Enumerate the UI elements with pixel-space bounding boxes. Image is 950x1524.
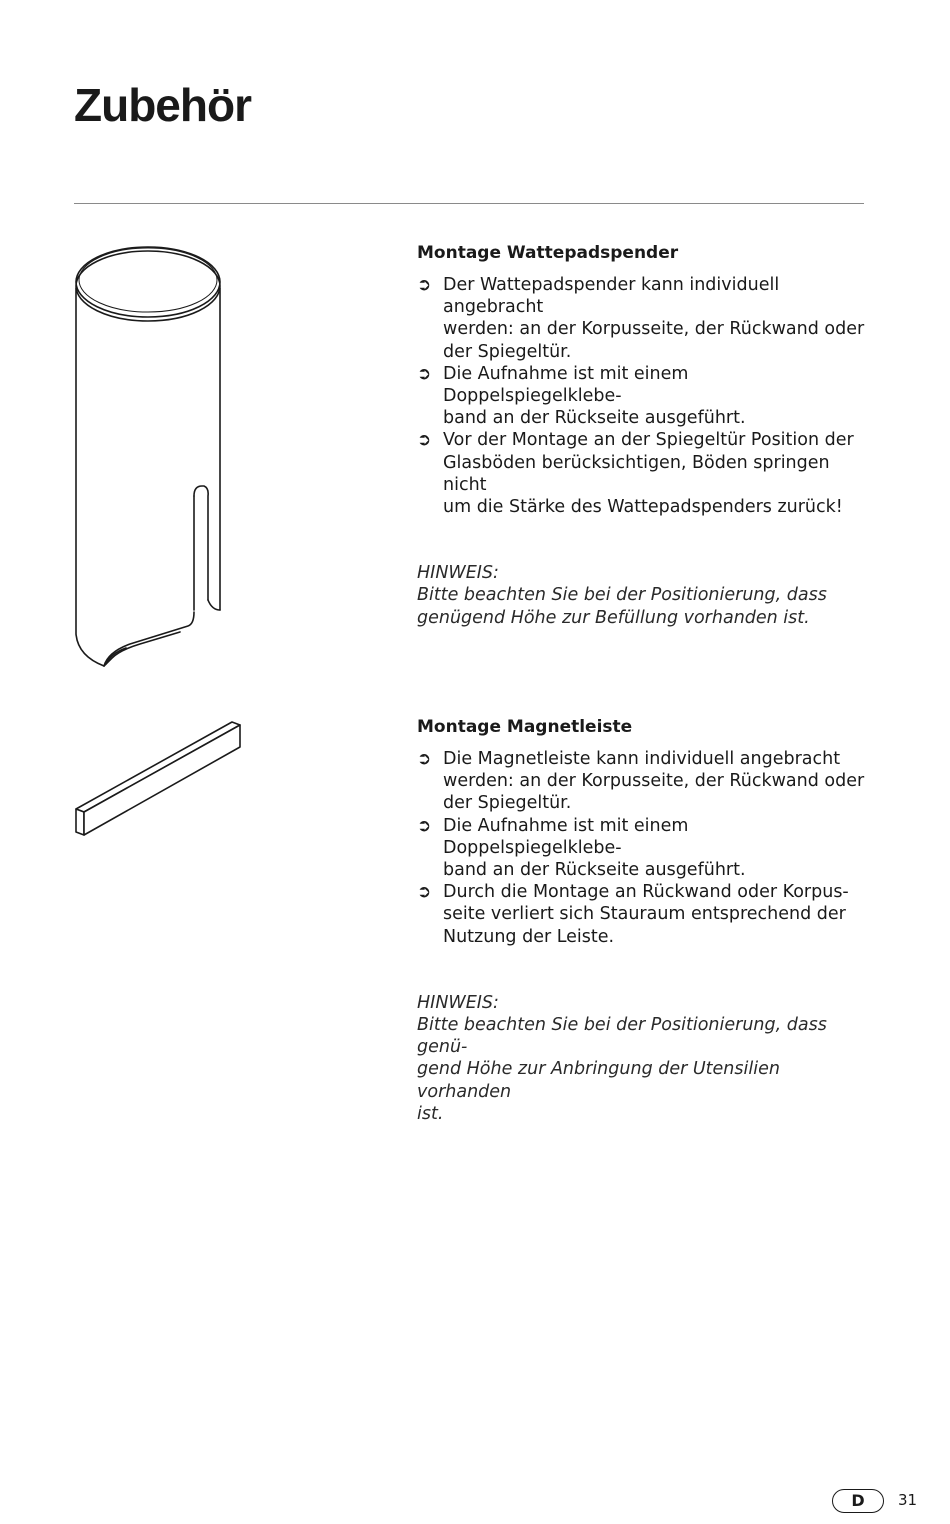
bullet-list — [417, 274, 867, 518]
text-line: werden: an der Korpusseite, der Rückwand oder — [443, 771, 865, 792]
list-item — [417, 429, 867, 518]
text-line: Die Aufnahme ist mit einem Doppelspiegelklebe- — [443, 815, 689, 858]
arrow-bullet-icon: ➲ — [417, 430, 432, 451]
text-line: Der Wattepadspender kann individuell angebracht — [443, 275, 780, 318]
text-line: seite verliert sich Stauraum entsprechend der — [443, 904, 846, 925]
hint-note — [417, 562, 867, 629]
bullet-list — [417, 748, 867, 948]
arrow-bullet-icon: ➲ — [417, 749, 432, 769]
list-item — [417, 815, 867, 882]
arrow-bullet-icon: ➲ — [417, 815, 432, 836]
hint-line: genügend Höhe zur Befüllung vorhanden ist. — [417, 607, 810, 628]
text-line: der Spiegeltür. — [443, 341, 572, 362]
arrow-bullet-icon: ➲ — [417, 275, 432, 295]
list-item — [417, 748, 867, 815]
hint-label: HINWEIS: — [417, 563, 499, 584]
title-divider — [74, 203, 864, 204]
text-line: um die Stärke des Wattepadspenders zurück! — [443, 497, 843, 518]
section-heading: Montage Wattepadspender — [417, 243, 679, 263]
section-magnetleiste — [417, 716, 867, 1125]
language-badge: D — [832, 1489, 884, 1513]
text-line: band an der Rückseite ausgeführt. — [443, 860, 746, 881]
hint-line: ist. — [417, 1103, 444, 1124]
text-line: Die Magnetleiste kann individuell angebracht — [443, 749, 841, 769]
arrow-bullet-icon: ➲ — [417, 882, 432, 903]
list-item — [417, 363, 867, 430]
page-number: 31 — [898, 1491, 918, 1509]
list-item — [417, 274, 867, 363]
magnetleiste-illustration — [72, 716, 246, 842]
page-title: Zubehör — [74, 79, 251, 131]
arrow-bullet-icon: ➲ — [417, 363, 432, 384]
section-wattepadspender — [417, 242, 867, 629]
hint-line: Bitte beachten Sie bei der Positionierung, dass genü- — [417, 1015, 827, 1058]
list-item — [417, 881, 867, 948]
hint-line: Bitte beachten Sie bei der Positionierung, dass — [417, 585, 827, 606]
text-line: werden: an der Korpusseite, der Rückwand oder — [443, 319, 865, 340]
text-line: der Spiegeltür. — [443, 793, 572, 814]
text-line: band an der Rückseite ausgeführt. — [443, 408, 746, 429]
hint-label: HINWEIS: — [417, 992, 499, 1013]
text-line: Glasböden berücksichtigen, Böden springen nicht — [443, 452, 830, 495]
section-heading: Montage Magnetleiste — [417, 717, 633, 737]
text-line: Vor der Montage an der Spiegeltür Position der — [443, 430, 854, 451]
wattepadspender-illustration — [70, 240, 230, 672]
hint-line: gend Höhe zur Anbringung der Utensilien vorhanden — [417, 1059, 780, 1102]
text-line: Durch die Montage an Rückwand oder Korpus- — [443, 882, 849, 903]
hint-note — [417, 992, 867, 1125]
text-line: Die Aufnahme ist mit einem Doppelspiegelklebe- — [443, 363, 689, 407]
text-line: Nutzung der Leiste. — [443, 926, 615, 947]
